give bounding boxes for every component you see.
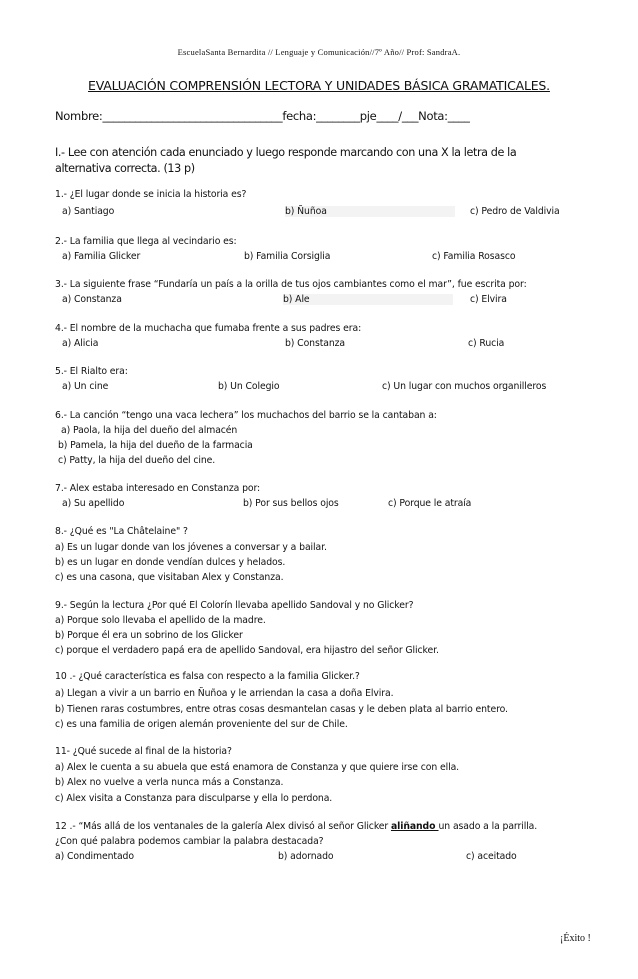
question-6-option-b: b) Pamela, la hija del dueño de la farmacia	[58, 440, 253, 451]
question-9: 9.- Según la lectura ¿Por qué El Colorín llevaba apellido Sandoval y no Glicker?	[55, 600, 414, 611]
question-11: 11- ¿Qué sucede al final de la historia?	[55, 746, 232, 757]
question-12	[55, 821, 595, 832]
question-7-option-c: c) Porque le atraía	[388, 498, 472, 509]
question-4-option-b: b) Constanza	[285, 338, 346, 349]
question-10-option-c: c) es una familia de origen alemán proveniente del sur de Chile.	[55, 719, 348, 730]
question-6-option-a: a) Paola, la hija del dueño del almacén	[61, 425, 238, 436]
question-12-text-start: 12 .- “Más allá de los ventanales de la galería Alex divisó al señor Glicker	[55, 821, 391, 832]
question-7-option-a: a) Su apellido	[62, 498, 125, 509]
question-5-option-c: c) Un lugar con muchos organilleros	[382, 381, 547, 392]
question-4-option-a: a) Alicia	[62, 338, 99, 349]
question-2: 2.- La familia que llega al vecindario es:	[55, 236, 237, 247]
question-7-option-b: b) Por sus bellos ojos	[243, 498, 339, 509]
question-4-option-c: c) Rucia	[468, 338, 505, 349]
question-2-option-b: b) Familia Corsiglia	[244, 251, 331, 262]
question-12-option-a: a) Condimentado	[55, 851, 134, 862]
question-5-option-b: b) Un Colegio	[218, 381, 280, 392]
question-1-option-c: c) Pedro de Valdivia	[470, 206, 560, 217]
page-header: EscuelaSanta Bernardita // Lenguaje y Comunicación//7º Año// Prof: SandraA.	[177, 47, 461, 57]
question-9-option-b: b) Porque él era un sobrino de los Glicker	[55, 630, 243, 641]
question-3: 3.- La siguiente frase “Fundaría un país a la orilla de tus ojos cambiantes como el mar”, fue escrita por:	[55, 279, 527, 290]
question-1-option-b: b) Ñuñoa	[285, 206, 455, 217]
question-10-option-a: a) Llegan a vivir a un barrio en Ñuñoa y le arriendan la casa a doña Elvira.	[55, 688, 394, 699]
question-7: 7.- Alex estaba interesado en Constanza por:	[55, 483, 261, 494]
question-8-option-b: b) es un lugar en donde vendían dulces y helados.	[55, 557, 286, 568]
question-5: 5.- El Rialto era:	[55, 366, 128, 377]
question-3-option-b: b) Ale	[283, 294, 453, 305]
question-10-option-b: b) Tienen raras costumbres, entre otras cosas desmantelan casas y le deben plata al barrio entero.	[55, 704, 508, 715]
question-12-option-b: b) adornado	[278, 851, 334, 862]
question-3-option-c: c) Elvira	[470, 294, 507, 305]
question-9-option-a: a) Porque solo llevaba el apellido de la madre.	[55, 615, 266, 626]
question-10: 10 .- ¿Qué característica es falsa con respecto a la familia Glicker.?	[55, 671, 360, 682]
question-11-option-b: b) Alex no vuelve a verla nunca más a Constanza.	[55, 777, 284, 788]
question-8: 8.- ¿Qué es "La Châtelaine" ?	[55, 526, 188, 537]
question-6: 6.- La canción “tengo una vaca lechera” los muchachos del barrio se la cantaban a:	[55, 410, 437, 421]
question-12-option-c: c) aceitado	[466, 851, 517, 862]
question-12-text-end: un asado a la parrilla.	[438, 821, 538, 832]
question-2-option-c: c) Familia Rosasco	[432, 251, 516, 262]
question-4: 4.- El nombre de la muchacha que fumaba frente a sus padres era:	[55, 323, 362, 334]
student-info-line: Nombre:_________________________________fecha:________pje____/___Nota:____	[55, 109, 470, 123]
instructions: I.- Lee con atención cada enunciado y luego responde marcando con una X la letra de la alternativa correcta. (13 p)	[55, 146, 517, 175]
question-8-option-c: c) es una casona, que visitaban Alex y Constanza.	[55, 572, 284, 583]
highlighted-word: aliñando	[390, 821, 439, 832]
exam-title: EVALUACIÓN COMPRENSIÓN LECTORA Y UNIDADES BÁSICA GRAMATICALES.	[88, 78, 550, 93]
question-11-option-a: a) Alex le cuenta a su abuela que está enamora de Constanza y que quiere irse con ella.	[55, 762, 460, 773]
question-12-prompt: ¿Con qué palabra podemos cambiar la palabra destacada?	[55, 836, 324, 847]
question-8-option-a: a) Es un lugar donde van los jóvenes a conversar y a bailar.	[55, 542, 327, 553]
question-2-option-a: a) Familia Glicker	[62, 251, 141, 262]
question-1-option-a: a) Santiago	[62, 206, 115, 217]
question-6-option-c: c) Patty, la hija del dueño del cine.	[58, 455, 216, 466]
question-1: 1.- ¿El lugar donde se inicia la historia es?	[55, 189, 247, 200]
question-9-option-c: c) porque el verdadero papá era de apellido Sandoval, era hijastro del señor Glicker.	[55, 645, 439, 656]
question-5-option-a: a) Un cine	[62, 381, 109, 392]
closing-message: ¡Éxito !	[560, 933, 591, 944]
question-11-option-c: c) Alex visita a Constanza para disculparse y ella lo perdona.	[55, 793, 333, 804]
question-3-option-a: a) Constanza	[62, 294, 122, 305]
